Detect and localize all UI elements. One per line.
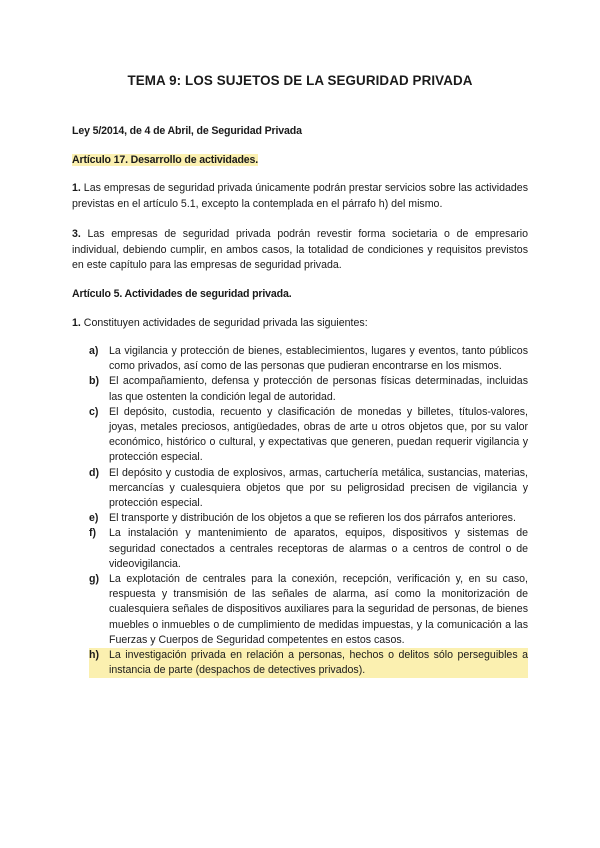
list-item-letter: e) <box>89 512 99 525</box>
list-item-text: La vigilancia y protección de bienes, establecimientos, lugares y eventos, tanto públicos como privados, así como de las personas que pudieran encontrarse en los mismos. <box>109 345 528 373</box>
list-item <box>89 374 528 404</box>
list-item-text: La instalación y mantenimiento de aparatos, equipos, dispositivos y sistemas de seguridad conectados a centrales receptoras de alarmas o a centros de control o de videovigilancia. <box>109 527 528 570</box>
list-item-highlighted <box>89 648 528 678</box>
list-item-letter: h) <box>89 649 99 662</box>
list-item-text: La investigación privada en relación a personas, hechos o delitos sólo perseguibles a instancia de parte (despachos de detectives privados). <box>109 649 528 677</box>
list-item-text: El depósito y custodia de explosivos, armas, cartuchería metálica, sustancias, materias, mercancías y cualesquiera objetos que por su peligrosidad precisen de vigilancia y protección especial. <box>109 466 528 510</box>
list-item-letter: b) <box>89 375 99 388</box>
article-5-intro <box>72 316 528 332</box>
article-17-paragraph-3 <box>72 227 528 274</box>
list-item-letter: a) <box>89 345 99 357</box>
list-item-text: La explotación de centrales para la conexión, recepción, verificación y, en su caso, respuesta y transmisión de las señales de alarma, así como la monitorización de cualesquiera señales de dispositivos auxiliares para la seguridad de personas, de bienes muebles o inmuebles o de cumplimiento de medidas impuestas, y la comunicación a las Fuerzas y Cuerpos de Seguridad competentes en estos casos. <box>109 573 528 646</box>
list-item-letter: f) <box>89 527 97 540</box>
activities-list <box>89 344 528 678</box>
list-item-text: El transporte y distribución de los objetos a que se refieren los dos párrafos anteriores. <box>109 512 516 525</box>
list-item <box>89 511 528 526</box>
law-reference: Ley 5/2014, de 4 de Abril, de Seguridad Privada <box>72 125 302 137</box>
paragraph-number: 1. <box>72 317 81 329</box>
paragraph-text: Las empresas de seguridad privada únicamente podrán prestar servicios sobre las actividades previstas en el artículo 5.1, excepto la contemplada en el párrafo h) del mismo. <box>72 182 528 210</box>
list-item <box>89 405 528 466</box>
article-17-heading-text: Artículo 17. Desarrollo de actividades. <box>72 154 259 166</box>
paragraph-number: 3. <box>72 228 81 240</box>
paragraph-text: Las empresas de seguridad privada podrán revestir forma societaria o de empresario individual, debiendo cumplir, en ambos casos, la totalidad de condiciones y requisitos previstos en este capítulo para las empresas de seguridad privada. <box>72 228 528 271</box>
article-5-heading: Artículo 5. Actividades de seguridad privada. <box>72 288 292 300</box>
paragraph-number: 1. <box>72 182 81 194</box>
list-item-text: El depósito, custodia, recuento y clasificación de monedas y billetes, títulos-valores, joyas, metales preciosos, antigüedades, obras de arte u otros objetos que, por su valor económico, histórico o cultural, y expectativas que generen, puedan requerir vigilancia y protección especial. <box>109 405 528 464</box>
list-item-letter: g) <box>89 573 99 586</box>
list-item-letter: c) <box>89 405 99 418</box>
list-item <box>89 344 528 374</box>
list-item <box>89 526 528 572</box>
document-title: TEMA 9: LOS SUJETOS DE LA SEGURIDAD PRIVADA <box>127 73 473 88</box>
paragraph-text: Constituyen actividades de seguridad privada las siguientes: <box>80 317 368 329</box>
article-17-paragraph-1 <box>72 181 528 212</box>
list-item <box>89 466 528 512</box>
list-item-text: El acompañamiento, defensa y protección de personas físicas determinadas, incluidas las que ostenten la condición legal de autoridad. <box>109 375 528 403</box>
list-item <box>89 572 528 648</box>
list-item-letter: d) <box>89 466 99 479</box>
article-17-heading <box>72 154 258 166</box>
